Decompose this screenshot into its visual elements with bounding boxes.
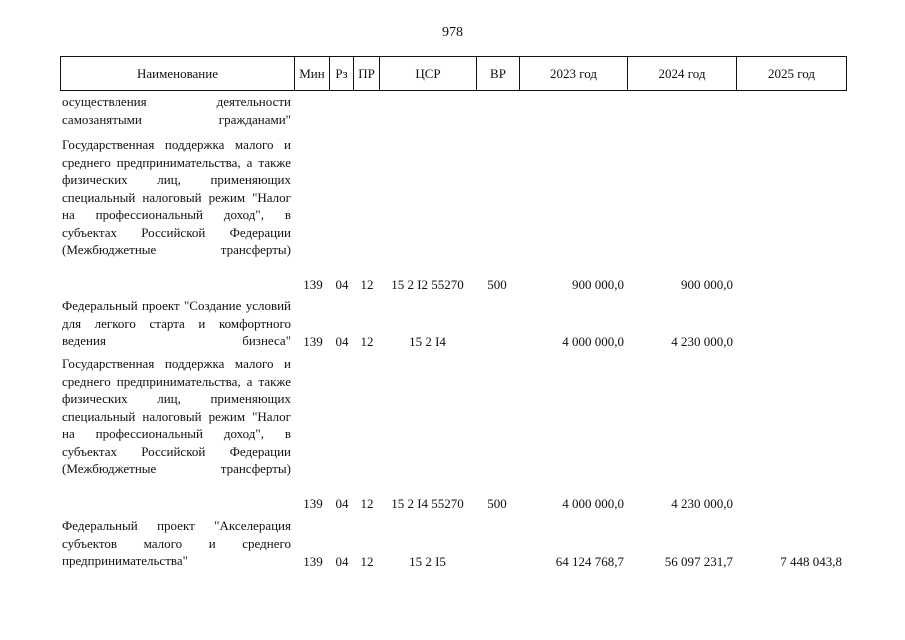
row-vr: 500 [487,495,507,511]
row-name: Федеральный проект "Создание условий для легкого старта и комфортного ведения бизнеса" [62,298,291,348]
row-name: Федеральный проект "Акселерация субъектов малого и среднего предпринимательства" [62,518,291,568]
row-csr: 15 2 I4 55270 [391,495,464,511]
row-2024: 900 000,0 [681,276,733,292]
row-rz: 04 [335,553,349,569]
header-2025: 2025 год [737,57,847,91]
row-min: 139 [303,495,323,511]
row-csr: 15 2 I2 55270 [391,276,464,292]
row-rz: 04 [335,495,349,511]
row-vr: 500 [487,276,507,292]
row-name: осуществления деятельности самозанятыми гражданами" [62,94,291,127]
row-2024: 56 097 231,7 [664,553,733,569]
row-2023: 64 124 768,7 [555,553,624,569]
row-min: 139 [303,553,323,569]
row-min: 139 [303,276,323,292]
header-2024: 2024 год [628,57,737,91]
row-2023: 900 000,0 [572,276,624,292]
row-2023: 4 000 000,0 [562,333,624,349]
table-header [60,56,847,91]
header-name: Наименование [61,57,295,91]
header-csr: ЦСР [380,57,477,91]
row-2025: 7 448 043,8 [780,553,842,569]
row-name: Государственная поддержка малого и среднего предпринимательства, а также физических лиц, применяющих специальный налоговый режим "Налог на профессиональный доход", в субъектах Российской Федерации (Межбюджетные трансферты) [62,356,291,476]
table-row [0,355,905,512]
row-name: Государственная поддержка малого и среднего предпринимательства, а также физических лиц, применяющих специальный налоговый режим "Налог на профессиональный доход", в субъектах Российской Федерации (Межбюджетные трансферты) [62,137,291,257]
header-min: Мин [295,57,330,91]
row-csr: 15 2 I5 [409,553,446,569]
row-2024: 4 230 000,0 [671,333,733,349]
header-2023: 2023 год [520,57,628,91]
row-2024: 4 230 000,0 [671,495,733,511]
table-row [0,93,905,128]
table-row [0,517,905,570]
row-min: 139 [303,333,323,349]
row-pr: 12 [360,276,374,292]
table-row [0,136,905,293]
row-2023: 4 000 000,0 [562,495,624,511]
page-number: 978 [442,25,463,40]
header-pr: ПР [354,57,380,91]
row-pr: 12 [360,553,374,569]
table-row [0,297,905,350]
header-vr: ВР [477,57,520,91]
row-pr: 12 [360,495,374,511]
row-pr: 12 [360,333,374,349]
header-rz: Рз [330,57,354,91]
row-rz: 04 [335,333,349,349]
row-csr: 15 2 I4 [409,333,446,349]
row-rz: 04 [335,276,349,292]
